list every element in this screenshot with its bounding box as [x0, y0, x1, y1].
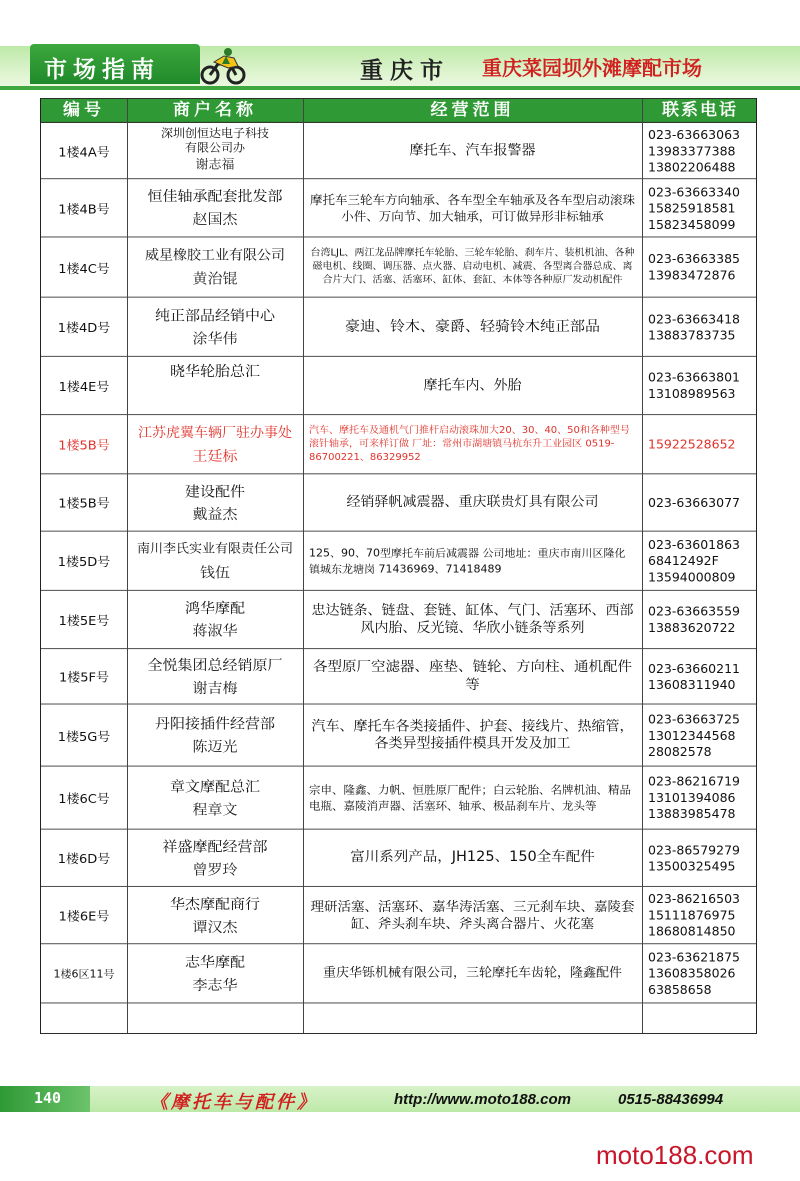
row-no: 1楼5G号	[57, 729, 111, 745]
shop-contact: 李志华	[192, 976, 238, 994]
row-no: 1楼4E号	[58, 380, 110, 395]
shop-contact: 王廷标	[192, 447, 238, 465]
shop-contact: 涂华伟	[192, 329, 238, 347]
shop-name: 建设配件	[184, 482, 245, 500]
shop-name: 威星橡胶工业有限公司	[145, 247, 285, 264]
scope-text: 摩托车内、外胎	[423, 377, 522, 393]
scope-text: 理研活塞、活塞环、嘉华涛活塞、三元刹车块、嘉陵套缸、斧头刹车块、斧头离合器片、火花塞	[310, 898, 635, 932]
phone-number: 13594000809	[648, 569, 736, 585]
phone-number: 023-63663801	[648, 370, 740, 385]
phone-number: 13983377388	[648, 143, 736, 158]
row-shop	[127, 591, 303, 648]
table-row	[41, 415, 756, 474]
phone-number: 13101394086	[648, 790, 736, 805]
row-phones	[642, 179, 758, 236]
shop-name: 恒佳轴承配套批发部	[147, 187, 283, 205]
row-shop	[127, 767, 303, 829]
column-header-no: 编号	[63, 100, 105, 120]
row-phones	[642, 532, 758, 590]
row-shop	[127, 298, 303, 356]
row-shop	[127, 237, 303, 296]
shop-contact: 程章文	[192, 800, 238, 818]
scope-text: 台湾LJL、两江龙品牌摩托车轮胎、三轮车轮胎、刹车片、装机机油、各种磁电机、线圈、调压器、点火器、启动电机、减震、各型离合器总成、离合片大门、活塞、活塞环、缸体、套缸、本体等各种原厂发动机配件	[310, 247, 635, 286]
shop-name: 南川李氏实业有限责任公司	[136, 541, 293, 556]
row-shop	[127, 704, 303, 765]
shop-name: 纯正部品经销中心	[154, 306, 275, 324]
row-no: 1楼4B号	[58, 202, 110, 217]
shop-name: 晓华轮胎总汇	[169, 362, 260, 380]
phone-number: 023-63663063	[648, 127, 740, 142]
row-scope	[303, 123, 642, 178]
row-shop	[127, 532, 303, 590]
row-phones	[642, 591, 758, 648]
scope-text: 豪迪、铃木、豪爵、轻骑铃木纯正部品	[344, 317, 600, 335]
shop-contact: 黄治锟	[192, 269, 238, 288]
row-no: 1楼6区11号	[53, 967, 115, 981]
shop-name: 章文摩配总汇	[169, 777, 260, 795]
table-row	[41, 830, 756, 887]
shop-name: 鸿华摩配	[184, 599, 245, 617]
shop-contact: 谭汉杰	[192, 917, 238, 936]
row-shop	[127, 649, 303, 703]
column-divider	[127, 99, 128, 1033]
section-tab	[30, 44, 200, 84]
column-divider	[642, 99, 643, 1033]
row-scope	[303, 767, 642, 829]
scope-text: 摩托车、汽车报警器	[409, 142, 536, 158]
row-phones	[642, 704, 758, 765]
column-divider	[303, 99, 304, 1033]
table-row	[41, 591, 756, 649]
table-header	[41, 99, 756, 123]
phone-number: 13108989563	[648, 386, 736, 401]
phone-number: 63858658	[648, 982, 712, 997]
row-scope	[303, 474, 642, 530]
table-row	[41, 298, 756, 357]
shop-name: 江苏虎翼车辆厂驻办事处	[138, 425, 292, 441]
table-row	[41, 123, 756, 179]
phone-number: 13802206488	[648, 159, 736, 174]
row-phones	[642, 474, 758, 530]
watermark: moto188.com	[596, 1140, 754, 1170]
scope-text: 重庆华铄机械有限公司，三轮摩托车齿轮，隆鑫配件	[322, 966, 622, 981]
row-scope	[303, 649, 642, 703]
table-row	[41, 474, 756, 531]
phone-number: 023-86216503	[648, 891, 740, 907]
phone-number: 28082578	[648, 744, 712, 759]
phone-number: 023-86579279	[648, 842, 740, 857]
header-divider	[0, 86, 800, 90]
shop-name: 全悦集团总经销原厂	[147, 656, 283, 674]
row-no: 1楼4A号	[58, 145, 110, 160]
shop-name: 志华摩配	[184, 953, 245, 971]
page-footer	[0, 1082, 800, 1116]
row-no: 1楼4C号	[58, 261, 110, 277]
row-no: 1楼6D号	[57, 852, 111, 867]
row-phones	[642, 887, 758, 943]
page-number: 140	[34, 1089, 62, 1107]
phone-number: 023-63663559	[648, 604, 740, 619]
magazine-title: 《摩托车与配件》	[150, 1092, 318, 1113]
phone-number: 15922528652	[648, 437, 736, 452]
scope-text: 汽车、摩托车各类接插件、护套、接线片、热缩管，各类异型接插件模具开发及加工	[311, 718, 634, 752]
row-phones	[642, 649, 758, 703]
section-title: 市场指南	[44, 56, 160, 83]
table-row	[41, 532, 756, 591]
row-scope	[303, 887, 642, 943]
row-phones	[642, 298, 758, 356]
phone-number: 023-63601863	[648, 537, 740, 552]
row-shop	[127, 357, 303, 414]
scope-text: 摩托车三轮车方向轴承、各车型全车轴承及各车型启动滚珠小件、万向节、加大轴承，可订做异形非标轴承	[309, 192, 635, 224]
scope-text: 125、90、70型摩托车前后减震器 公司地址：重庆市南川区隆化镇城东龙塘岗 71436969、71418489	[309, 546, 626, 576]
row-scope	[303, 237, 642, 296]
table-row	[41, 357, 756, 415]
row-phones	[642, 123, 758, 178]
scope-text: 宗申、隆鑫、力帆、恒胜原厂配件；白云轮胎、名牌机油、精品电瓶、嘉陵消声器、活塞环、轴承、极品刹车片、龙头等	[309, 782, 631, 812]
column-header-scope: 经营范围	[430, 100, 515, 120]
scope-text: 各型原厂空滤器、座垫、链轮、方向柱、通机配件等	[313, 659, 632, 693]
phone-number: 13500325495	[648, 858, 736, 874]
row-shop	[127, 179, 303, 236]
table-row	[41, 179, 756, 237]
phone-number: 13883985478	[648, 806, 736, 822]
row-scope	[303, 179, 642, 236]
row-shop	[127, 830, 303, 886]
city-label: 重庆市	[360, 57, 450, 84]
row-shop	[127, 887, 303, 943]
table-row	[41, 944, 756, 1003]
row-scope	[303, 298, 642, 356]
table-row	[41, 887, 756, 944]
row-no: 1楼6C号	[58, 792, 110, 807]
table-row	[41, 767, 756, 830]
phone-number: 023-63660211	[648, 661, 740, 676]
row-scope	[303, 704, 642, 765]
phone-number: 13608358026	[648, 966, 736, 981]
phone-number: 13608311940	[648, 677, 736, 692]
website-url: http://www.moto188.com	[394, 1091, 571, 1108]
phone-number: 13983472876	[648, 268, 736, 283]
empty-row	[41, 1003, 756, 1033]
phone-number: 18680814850	[648, 924, 736, 939]
row-shop	[127, 415, 303, 473]
row-scope	[303, 830, 642, 886]
table-row	[41, 704, 756, 766]
row-scope	[303, 944, 642, 1002]
phone-number: 68412492F	[648, 553, 719, 568]
shop-contact: 蒋淑华	[192, 622, 238, 640]
shop-contact: 戴益杰	[192, 505, 238, 523]
table-row	[41, 649, 756, 704]
shop-name: 有限公司办	[184, 140, 245, 155]
row-phones	[642, 830, 758, 886]
phone-number: 15823458099	[648, 216, 736, 232]
table-row	[41, 237, 756, 297]
phone-number: 023-63663340	[648, 184, 740, 199]
phone-number: 023-63663725	[648, 711, 740, 726]
row-no: 1楼5E号	[58, 614, 110, 629]
phone-number: 023-86216719	[648, 774, 740, 789]
scope-text: 忠达链条、链盘、套链、缸体、气门、活塞环、西部风内胎、反光镜、华欣小链条等系列	[311, 603, 634, 636]
phone-number: 023-63663077	[648, 495, 740, 510]
motorcycle-icon	[200, 44, 246, 86]
shop-contact: 赵国杰	[192, 210, 238, 228]
row-scope	[303, 357, 642, 414]
row-phones	[642, 944, 758, 1002]
market-name: 重庆菜园坝外滩摩配市场	[482, 56, 702, 80]
row-no: 1楼6E号	[58, 909, 110, 925]
row-scope	[303, 591, 642, 648]
shop-contact: 曾罗玲	[192, 860, 238, 878]
shop-name: 华杰摩配商行	[169, 895, 260, 913]
row-phones	[642, 415, 758, 473]
shop-contact: 谢吉梅	[192, 679, 238, 697]
row-phones	[642, 357, 758, 414]
scope-text: 富川系列产品，JH125、150全车配件	[350, 849, 595, 865]
shop-contact: 陈迈光	[192, 737, 238, 756]
phone-number: 023-63663385	[648, 251, 740, 267]
footer-phone: 0515-88436994	[618, 1091, 724, 1108]
row-no: 1楼5F号	[58, 671, 110, 686]
row-scope	[303, 415, 642, 473]
row-no: 1楼4D号	[57, 321, 111, 336]
phone-number: 13012344568	[648, 727, 736, 743]
phone-number: 13883620722	[648, 620, 736, 635]
shop-name: 祥盛摩配经营部	[162, 837, 268, 855]
shop-contact: 谢志福	[195, 158, 235, 173]
page-header	[0, 36, 800, 90]
scope-text: 经销驿帆减震器、重庆联贵灯具有限公司	[346, 494, 599, 510]
shop-name: 丹阳接插件经营部	[154, 714, 275, 733]
row-shop	[127, 474, 303, 530]
row-no: 1楼5B号	[58, 438, 110, 454]
merchant-table	[40, 98, 757, 1034]
row-shop	[127, 123, 303, 178]
column-header-phone: 联系电话	[662, 100, 738, 120]
row-scope	[303, 532, 642, 590]
phone-number: 15825918581	[648, 200, 736, 215]
phone-number: 15111876975	[648, 907, 736, 923]
shop-contact: 钱伍	[199, 563, 230, 581]
row-phones	[642, 237, 758, 296]
shop-name: 深圳创恒达电子科技	[160, 126, 269, 141]
row-shop	[127, 944, 303, 1002]
row-no: 1楼5B号	[58, 497, 110, 512]
row-phones	[642, 767, 758, 829]
column-header-name: 商户名称	[173, 100, 257, 120]
phone-number: 023-63663418	[648, 311, 740, 326]
row-no: 1楼5D号	[57, 555, 111, 570]
scope-text: 汽车、摩托车及通机气门推杆启动滚珠加大20、30、40、50和各种型号滚针轴承，可来样订做 厂址：常州市湖塘镇马杭东升工业园区 0519-86700221、86329952	[309, 425, 630, 463]
phone-number: 13883783735	[648, 327, 736, 343]
phone-number: 023-63621875	[648, 949, 740, 965]
